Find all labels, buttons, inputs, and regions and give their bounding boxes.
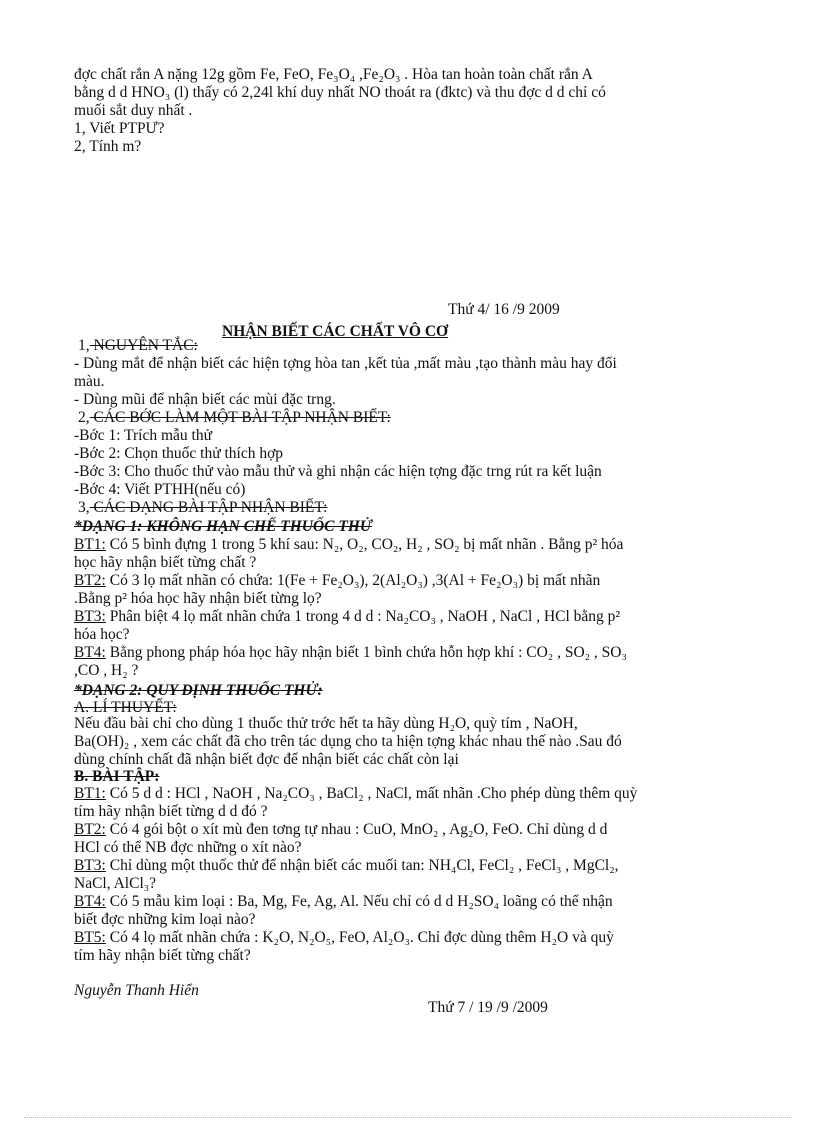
step-item: -Bớc 1: Trích mẫu thử [74,427,213,444]
page-divider [24,1117,792,1118]
page-title: NHẬN BIẾT CÁC CHẤT VÔ CƠ [222,323,449,340]
step-item: -Bớc 4: Viết PTHH(nếu có) [74,481,246,498]
body-text: dùng chính chất đã nhận biết đợc để nhận biết các chất còn lại [74,751,459,768]
body-text: tím hãy nhận biết từng d d đó ? [74,803,268,820]
body-text: bằng d d HNO₃ (l) thấy có 2,24l khí duy nhất NO thoát ra (đktc) và thu đợc d d chỉ có [74,84,606,101]
exercise-bt5: BT5: Có 4 lọ mất nhãn chứa : K₂O, N₂O₅, FeO, Al₂O₃. Chỉ đợc dùng thêm H₂O và quỳ [74,929,614,946]
author-signature: Nguyễn Thanh Hiển [74,982,199,999]
body-text: Ba(OH)₂ , xem các chất đã cho trên tác dụng cho ta hiện tợng khác nhau thế nào .Sau đó [74,733,622,750]
body-text: ,CO , H₂ ? [74,662,139,679]
body-text: HCl có thể NB đợc những o xít nào? [74,839,302,856]
body-text: đợc chất rắn A nặng 12g gồm Fe, FeO, Fe₃O₄ ,Fe₂O₃ . Hòa tan hoàn toàn chất rắn A [74,66,593,83]
body-text: - Dùng mũi để nhận biết các mùi đặc trng. [74,391,336,408]
exercise-bt2: BT2: Có 3 lọ mất nhãn có chứa: 1(Fe + Fe₂O₃), 2(Al₂O₃) ,3(Al + Fe₂O₃) bị mất nhãn [74,572,601,589]
section-2-heading: 2, CÁC BỚC LÀM MỘT BÀI TẬP NHẬN BIẾT: [78,409,391,426]
section-3-heading: 3, CÁC DẠNG BÀI TẬP NHẬN BIẾT: [78,499,328,516]
dang-2-heading: *DẠNG 2: QUY ĐỊNH THUỐC THỬ: [74,682,323,699]
exercise-bt1: BT1: Có 5 d d : HCl , NaOH , Na₂CO₃ , BaCl₂ , NaCl, mất nhãn .Cho phép dùng thêm quỳ [74,785,638,802]
body-text: học hãy nhận biết từng chất ? [74,554,257,571]
body-text: màu. [74,373,105,390]
body-text: NaCl, AlCl₃? [74,875,157,892]
subsection-a-heading: A. LÍ THUYẾT: [74,699,177,716]
dang-1-heading: *DẠNG 1: KHÔNG HẠN CHẾ THUỐC THỬ [74,518,372,535]
question-2: 2, Tính m? [74,138,142,155]
step-item: -Bớc 2: Chọn thuốc thử thích hợp [74,445,284,462]
subsection-b-heading: B. BÀI TẬP: [74,768,160,785]
date-header: Thứ 4/ 16 /9 2009 [448,301,560,318]
question-1: 1, Viết PTPƯ? [74,120,165,137]
body-text: .Bằng p² hóa học hãy nhận biết từng lọ? [74,590,322,607]
body-text: muối sắt duy nhất . [74,102,193,119]
exercise-bt4: BT4: Bằng phong pháp hóa học hãy nhận biết 1 bình chứa hỗn hợp khí : CO₂ , SO₂ , SO₃ [74,644,627,661]
body-text: Nếu đầu bài chỉ cho dùng 1 thuốc thử trớc hết ta hãy dùng H₂O, quỳ tím , NaOH, [74,715,578,732]
exercise-bt3: BT3: Phân biệt 4 lọ mất nhãn chứa 1 trong 4 d d : Na₂CO₃ , NaOH , NaCl , HCl bằng p² [74,608,621,625]
body-text: - Dùng mắt để nhận biết các hiện tợng hòa tan ,kết tủa ,mất màu ,tạo thành màu hay đổi [74,355,617,372]
body-text: hóa học? [74,626,130,643]
exercise-bt3: BT3: Chỉ dùng một thuốc thử để nhận biết các muối tan: NH₄Cl, FeCl₂ , FeCl₃ , MgCl₂, [74,857,619,874]
step-item: -Bớc 3: Cho thuốc thử vào mẫu thử và ghi nhận các hiện tợng đặc trng rút ra kết luận [74,463,602,480]
exercise-bt4: BT4: Có 5 mẫu kim loại : Ba, Mg, Fe, Ag, Al. Nếu chỉ có d d H₂SO₄ loãng có thể nhận [74,893,613,910]
body-text: tím hãy nhận biết từng chất? [74,947,251,964]
section-1-heading: 1, NGUYÊN TẮC: [78,337,198,354]
exercise-bt2: BT2: Có 4 gói bột o xít mù đen tơng tự nhau : CuO, MnO₂ , Ag₂O, FeO. Chỉ dùng d d [74,821,608,838]
date-footer: Thứ 7 / 19 /9 /2009 [428,999,548,1016]
body-text: biết đợc những kim loại nào? [74,911,256,928]
exercise-bt1: BT1: Có 5 bình đựng 1 trong 5 khí sau: N₂, O₂, CO₂, H₂ , SO₂ bị mất nhãn . Bằng p² hóa [74,536,624,553]
